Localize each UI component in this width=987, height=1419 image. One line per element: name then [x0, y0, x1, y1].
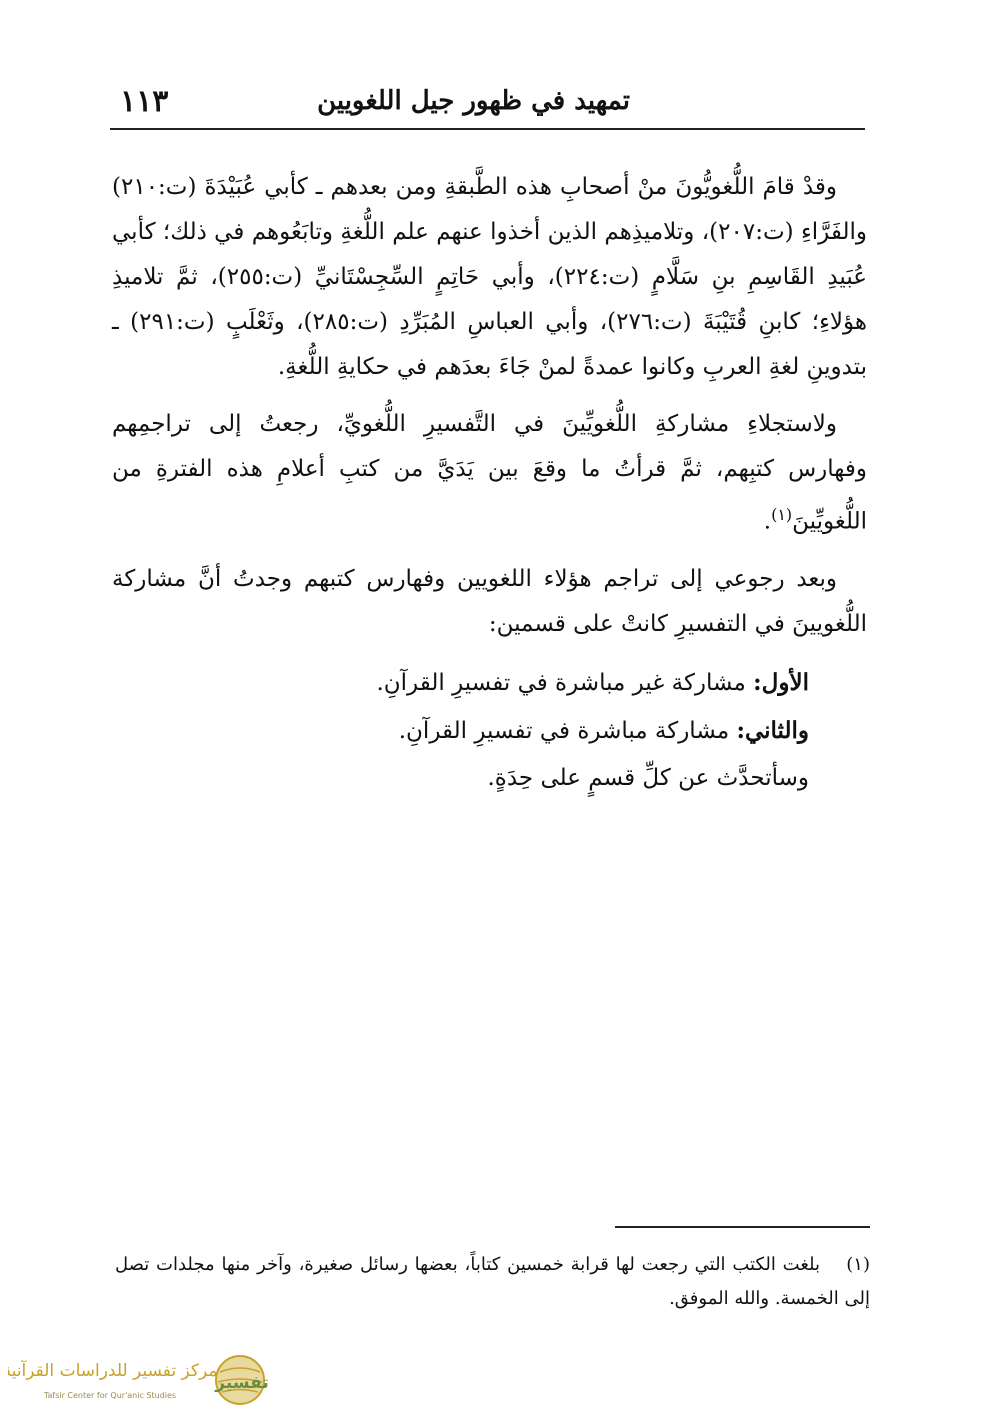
footnote [115, 1248, 870, 1316]
main-text [112, 165, 867, 802]
footnote-number: (١) [846, 1254, 870, 1275]
list-item-second-text: مشاركة مباشرة في تفسيرِ القرآنِ. [398, 717, 730, 744]
paragraph-1: وقدْ قامَ اللُّغويُّونَ منْ أصحابِ هذه الطَّبقةِ ومن بعدهم ـ كأبي عُبَيْدَةَ (ت:٢١٠) والفَرَّاءِ (ت:٢٠٧)، وتلاميذِهم الذين أخذوا عنهم علم اللُّغةِ وتابَعُوهم في ذلك؛ كأبي عُبَيدِ القَاسِمِ بنِ سَلَّامٍ (ت:٢٢٤)، وأبي حَاتِمٍ السِّجِسْتَانيِّ (ت:٢٥٥)، ثمَّ تلاميذِ هؤلاءِ؛ كابنِ قُتَيْبَةَ (ت:٢٧٦)، وأبي العباسِ المُبَرِّدِ (ت:٢٨٥)، وثَعْلَبٍ (ت:٢٩١) ـ بتدوينِ لغةِ العربِ وكانوا عمدةً لمنْ جَاءَ بعدَهم في حكايةِ اللُّغةِ. [112, 174, 868, 380]
list-item-first-label: الأول: [753, 668, 809, 696]
list-item-second [112, 707, 867, 755]
logo-graphic [8, 1352, 268, 1410]
paragraph-2-end: . [763, 508, 772, 535]
footnote-divider [615, 1226, 870, 1228]
closing-sentence: وسأتحدَّث عن كلِّ قسمٍ على حِدَةٍ. [487, 764, 809, 791]
paragraph-2-text: ولاستجلاءِ مشاركةِ اللُّغويِّينَ في التَّفسيرِ اللُّغويِّ، رجعتُ إلى تراجمِهم وفهارس كتبِهم، ثمَّ قرأتُ ما وقعَ بين يَدَيَّ من كتبِ أعلامِ هذه الفترةِ من اللُّغويِّينَ [112, 411, 867, 535]
list-item-first-text: مشاركة غير مباشرة في تفسيرِ القرآنِ. [376, 669, 746, 696]
logo-mark: تفسير [215, 1373, 268, 1393]
page-number: ١١٣ [120, 84, 169, 119]
paragraph-3: وبعد رجوعي إلى تراجم هؤلاء اللغويين وفهارس كتبهم وجدتُ أنَّ مشاركة اللُّغويينَ في التفسيرِ كانتْ على قسمين: [112, 565, 867, 637]
list-item-first [112, 659, 867, 707]
logo-arabic-name: مركز تفسير للدراسات القرآنية [8, 1361, 218, 1381]
page-header [110, 82, 865, 126]
logo-english-name: Tafsir Center for Qur'anic Studies [43, 1391, 177, 1400]
paragraph-2 [112, 402, 867, 545]
footnote-reference: (١) [771, 505, 793, 524]
footnote-text: بلغت الكتب التي رجعت لها قرابة خمسين كتاباً، بعضها رسائل صغيرة، وآخر منها مجلدات تصل إلى الخمسة. والله الموفق. [115, 1254, 870, 1309]
publisher-logo [8, 1352, 268, 1410]
header-divider [110, 128, 865, 130]
running-title: تمهيد في ظهور جيل اللغويين [317, 86, 630, 116]
list-item-second-label: والثاني: [736, 716, 809, 744]
